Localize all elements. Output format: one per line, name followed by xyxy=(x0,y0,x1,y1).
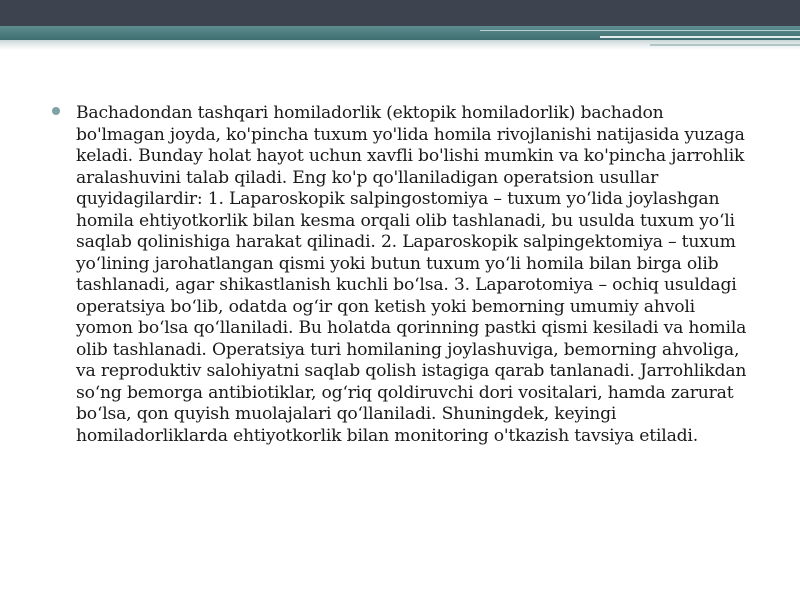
header-light-streak xyxy=(600,36,800,38)
header-light-streak xyxy=(480,30,800,31)
slide-body xyxy=(52,103,752,447)
bullet-dot-icon xyxy=(52,107,60,115)
bullet-text: Bachadondan tashqari homiladorlik (ektopik homiladorlik) bachadon bo'lmagan joyda, ko'pincha tuxum yo'lida homila rivojlanishi natijasida yuzaga keladi. Bunday holat hayot uchun xavfli bo'lishi mumkin va ko'pincha jarrohlik aralashuvini talab qiladi. Eng ko'p qo'llaniladigan operatsion usullar quyidagilardir: 1. Laparoskopik salpingostomiya – tuxum yo‘lida joylashgan homila ehtiyotkorlik bilan kesma orqali olib tashlanadi, bu usulda tuxum yo‘li saqlab qolinishiga harakat qilinadi. 2. Laparoskopik salpingektomiya – tuxum yo‘lining jarohatlangan qismi yoki butun tuxum yo‘li homila bilan birga olib tashlanadi, agar shikastlanish kuchli bo‘lsa. 3. Laparotomiya – ochiq usuldagi operatsiya bo‘lib, odatda og‘ir qon ketish yoki bemorning umumiy ahvoli yomon bo‘lsa qo‘llaniladi. Bu holatda qorinning pastki qismi kesiladi va homila olib tashlanadi. Operatsiya turi homilaning joylashuviga, bemorning ahvoliga, va reproduktiv salohiyatni saqlab qolish istagiga qarab tanlanadi. Jarrohlikdan so‘ng bemorga antibiotiklar, og‘riq qoldiruvchi dori vositalari, hamda zarurat bo‘lsa, qon quyish muolajalari qo‘llaniladi. Shuningdek, keyingi homiladorliklarda ehtiyotkorlik bilan monitoring o'tkazish tavsiya etiladi. xyxy=(76,103,747,446)
header-dark-bar xyxy=(0,0,800,26)
slide-header-band xyxy=(0,0,800,52)
header-light-streak xyxy=(650,44,800,46)
bullet-list-item xyxy=(52,103,752,447)
